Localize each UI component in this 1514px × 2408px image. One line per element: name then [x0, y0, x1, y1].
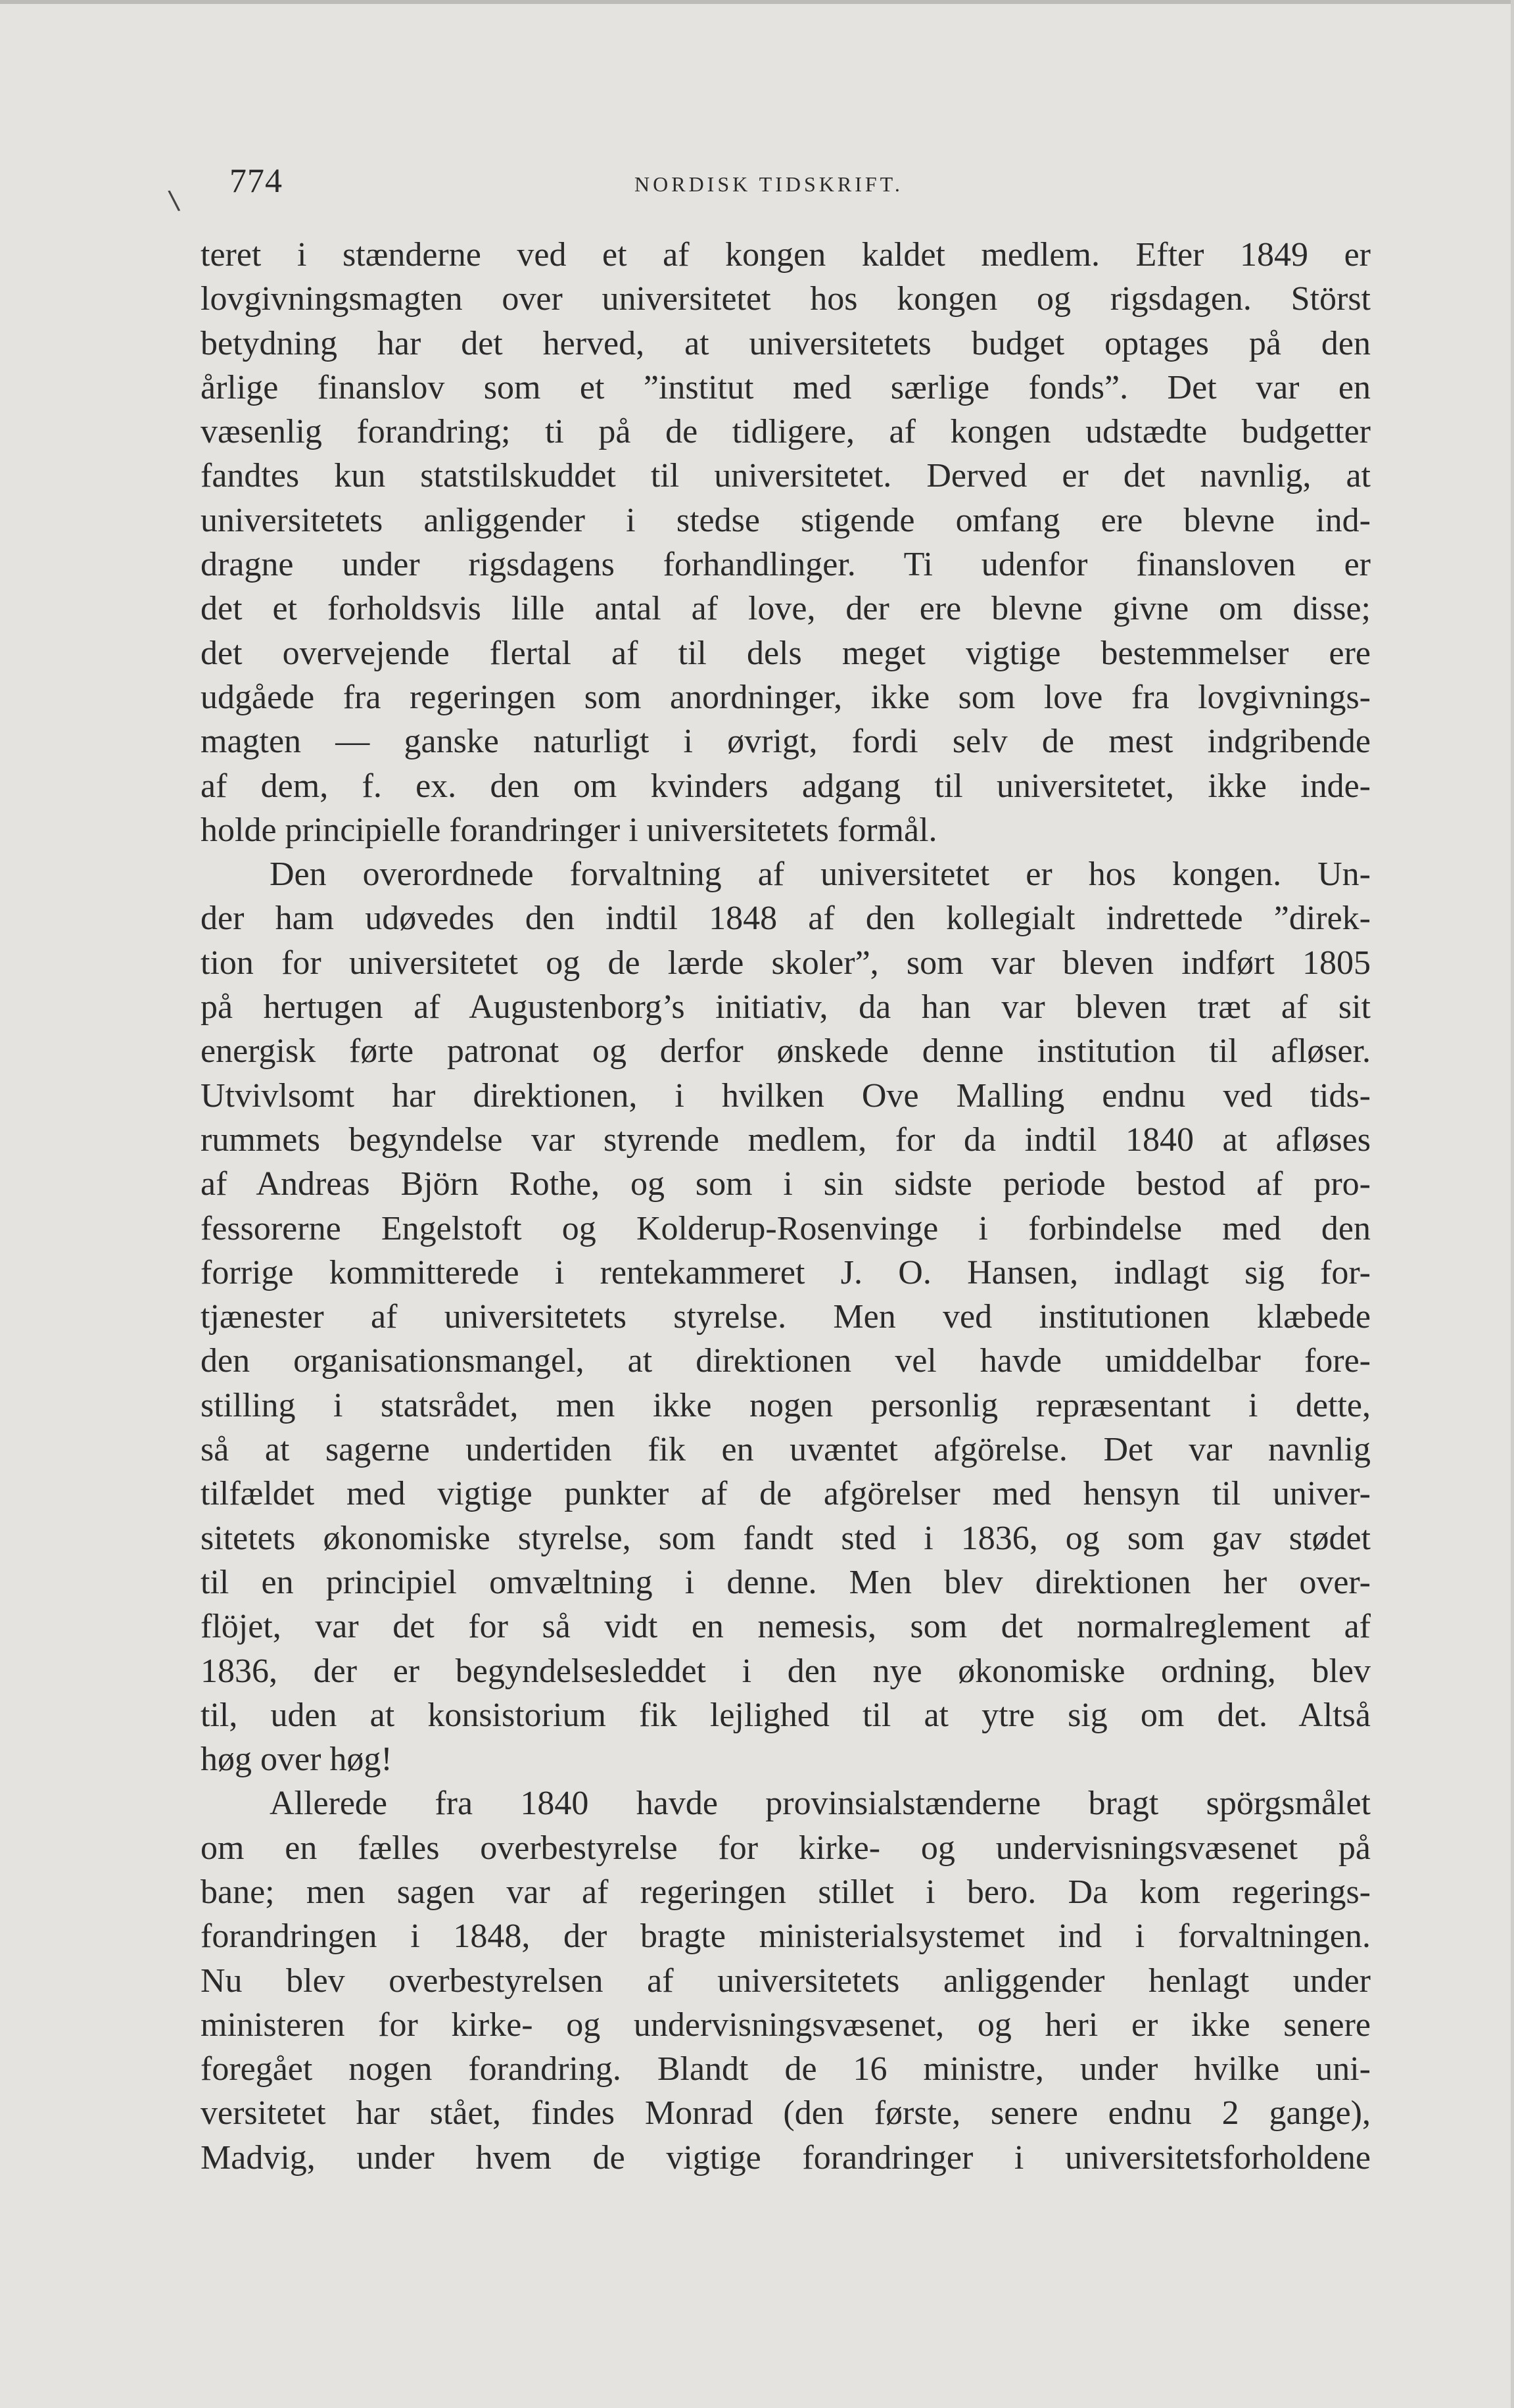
text-line: Utvivlsomt har direktionen, i hvilken Ove Malling endnu ved tids- — [201, 1076, 1371, 1115]
margin-tick-mark: \ — [167, 185, 181, 216]
text-line: ministeren for kirke- og undervisningsvæsenet, og heri er ikke senere — [201, 2006, 1371, 2044]
text-line: universitetets anliggender i stedse stigende omfang ere blevne ind- — [201, 501, 1371, 539]
text-line: magten — ganske naturligt i øvrigt, fordi selv de mest indgribende — [201, 723, 1371, 761]
text-line: foregået nogen forandring. Blandt de 16 ministre, under hvilke uni- — [201, 2050, 1371, 2088]
text-line: forrige kommitterede i rentekammeret J. O. Hansen, indlagt sig for- — [201, 1253, 1371, 1291]
text-line: af Andreas Björn Rothe, og som i sin sidste periode bestod af pro- — [201, 1165, 1371, 1203]
text-line: Den overordnede forvaltning af universitetet er hos kongen. Un- — [270, 855, 1371, 894]
text-line: tilfældet med vigtige punkter af de afgörelser med hensyn til univer- — [201, 1475, 1371, 1513]
text-line: teret i stænderne ved et af kongen kaldet medlem. Efter 1849 er — [201, 236, 1371, 274]
text-line: så at sagerne undertiden fik en uvæntet afgörelse. Det var navnlig — [201, 1431, 1371, 1469]
text-line: sitetets økonomiske styrelse, som fandt sted i 1836, og som gav stødet — [201, 1519, 1371, 1557]
text-line: det overvejende flertal af til dels meget vigtige bestemmelser ere — [201, 634, 1371, 672]
text-line: bane; men sagen var af regeringen stillet i bero. Da kom regerings- — [201, 1873, 1371, 1911]
text-line: høg over høg! — [201, 1741, 392, 1779]
text-line: om en fælles overbestyrelse for kirke- og undervisningsvæsenet på — [201, 1829, 1371, 1867]
page-edge-right — [1511, 0, 1514, 2408]
text-line: fessorerne Engelstoft og Kolderup-Rosenvinge i forbindelse med den — [201, 1209, 1371, 1247]
text-line: på hertugen af Augustenborg’s initiativ, da han var bleven træt af sit — [201, 988, 1371, 1026]
text-line: stilling i statsrådet, men ikke nogen personlig repræsentant i dette, — [201, 1386, 1371, 1424]
page-header — [201, 157, 1371, 209]
text-line: energisk førte patronat og derfor ønskede denne institution til afløser. — [201, 1032, 1371, 1071]
page-edge — [0, 0, 1514, 4]
text-line: Madvig, under hvem de vigtige forandringer i universitetsforholdene — [201, 2138, 1371, 2177]
text-line: af dem, f. ex. den om kvinders adgang til universitetet, ikke inde- — [201, 767, 1371, 805]
text-line: versitetet har stået, findes Monrad (den første, senere endnu 2 gange), — [201, 2094, 1371, 2132]
text-line: til en principiel omvæltning i denne. Men blev direktionen her over- — [201, 1563, 1371, 1601]
page-number: 774 — [229, 162, 283, 200]
text-line: fandtes kun statstilskuddet til universitetet. Derved er det navnlig, at — [201, 457, 1371, 495]
text-line: betydning har det herved, at universitetets budget optages på den — [201, 324, 1371, 362]
text-line: Nu blev overbestyrelsen af universitetets anliggender henlagt under — [201, 1962, 1371, 2000]
body-text — [201, 233, 1371, 2180]
text-line: årlige finanslov som et ”institut med særlige fonds”. Det var en — [201, 368, 1371, 406]
text-line: rummets begyndelse var styrende medlem, for da indtil 1840 at afløses — [201, 1120, 1371, 1159]
text-line: udgåede fra regeringen som anordninger, ikke som love fra lovgivnings- — [201, 678, 1371, 716]
text-line: den organisationsmangel, at direktionen vel havde umiddelbar fore- — [201, 1342, 1371, 1380]
text-line: holde principielle forandringer i universitetets formål. — [201, 811, 937, 849]
running-title: NORDISK TIDSKRIFT. — [634, 172, 903, 196]
text-line: til, uden at konsistorium fik lejlighed til at ytre sig om det. Altså — [201, 1696, 1371, 1734]
text-line: flöjet, var det for så vidt en nemesis, som det normalreglement af — [201, 1608, 1371, 1646]
text-line: tjænester af universitetets styrelse. Men ved institutionen klæbede — [201, 1298, 1371, 1336]
text-line: Allerede fra 1840 havde provinsialstænderne bragt spörgsmålet — [270, 1785, 1371, 1823]
text-line: det et forholdsvis lille antal af love, der ere blevne givne om disse; — [201, 590, 1371, 628]
text-line: lovgivningsmagten over universitetet hos kongen og rigsdagen. Störst — [201, 280, 1371, 318]
text-line: væsenlig forandring; ti på de tidligere, af kongen udstædte budgetter — [201, 413, 1371, 451]
text-line: der ham udøvedes den indtil 1848 af den kollegialt indrettede ”direk- — [201, 900, 1371, 938]
text-line: forandringen i 1848, der bragte ministerialsystemet ind i forvaltningen. — [201, 1917, 1371, 1956]
text-line: dragne under rigsdagens forhandlinger. Ti udenfor finansloven er — [201, 546, 1371, 584]
text-line: tion for universitetet og de lærde skoler”, som var bleven indført 1805 — [201, 944, 1371, 982]
text-line: 1836, der er begyndelsesleddet i den nye økonomiske ordning, blev — [201, 1652, 1371, 1690]
